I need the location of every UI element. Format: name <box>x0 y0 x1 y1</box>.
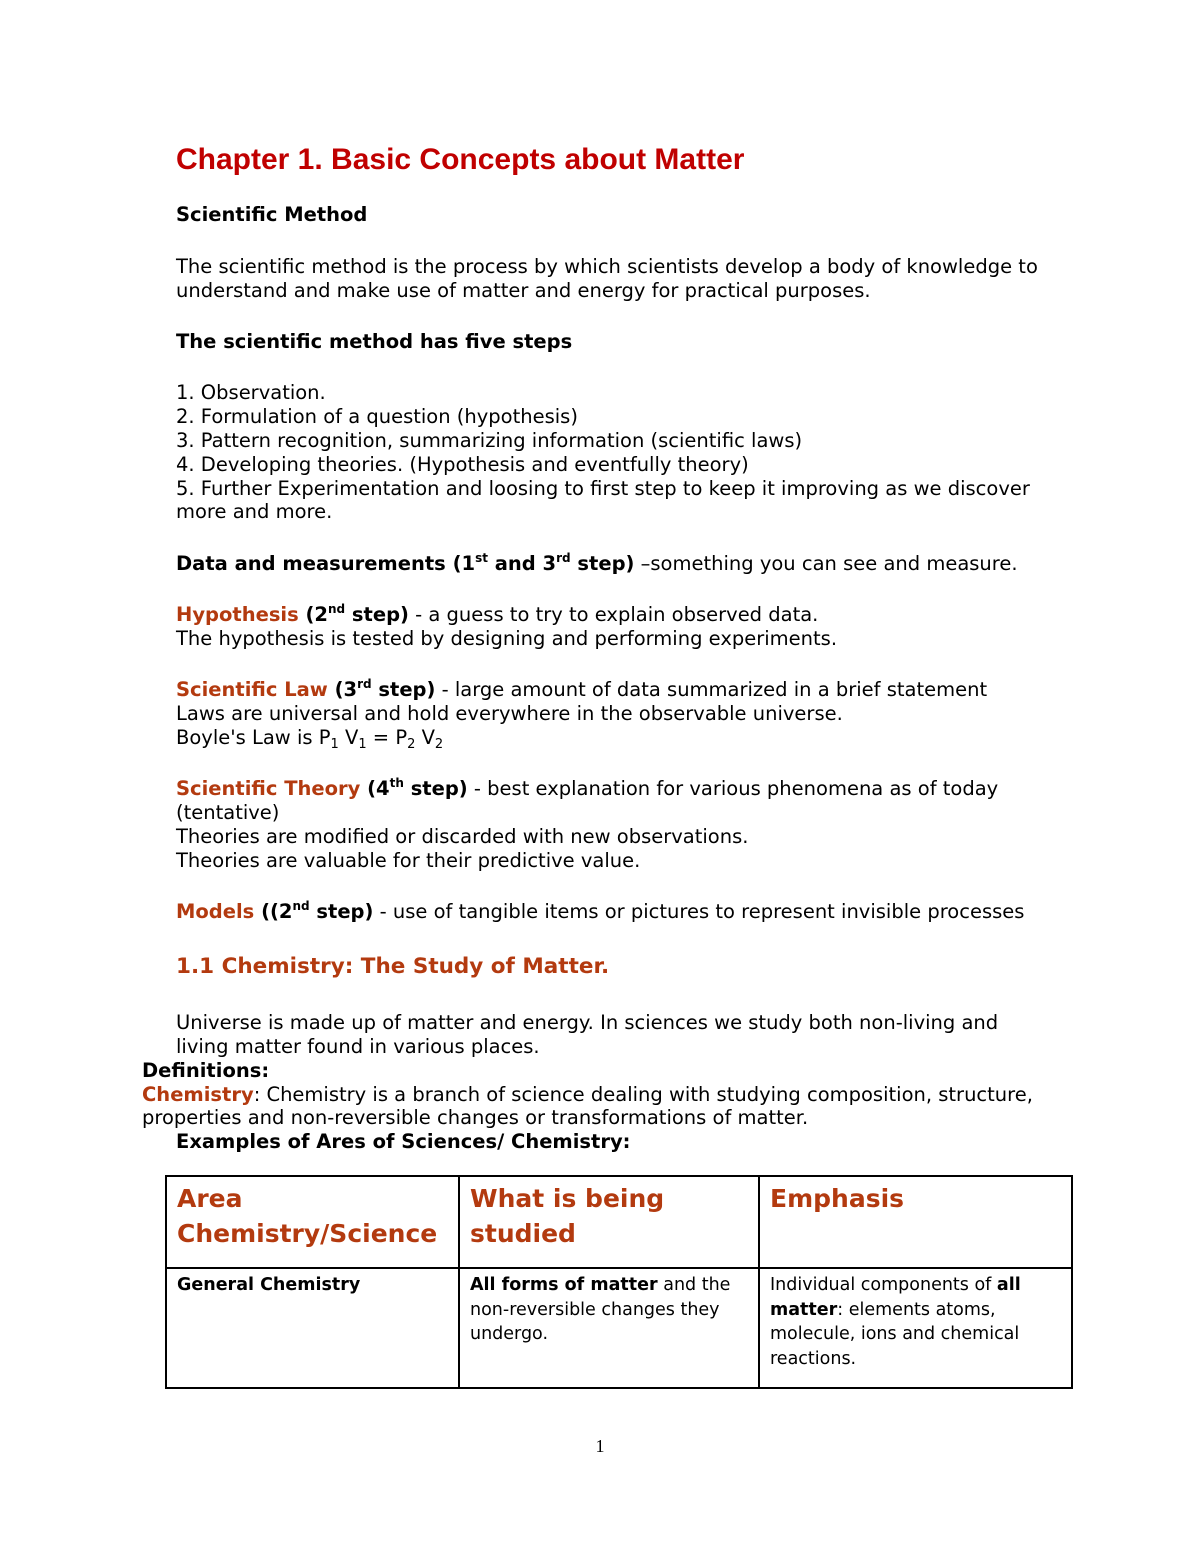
emphasis-cell <box>770 1273 1061 1371</box>
step-label: step) <box>345 603 409 626</box>
chemistry-term: Chemistry <box>142 1083 254 1106</box>
superscript: rd <box>556 551 571 565</box>
step-item: 4. Developing theories. (Hypothesis and eventfully theory) <box>176 453 749 476</box>
table-row <box>166 1268 1072 1388</box>
step-label: (4 <box>360 777 390 800</box>
definitions-heading: Definitions: <box>142 1059 270 1082</box>
data-measurements-and: and 3 <box>487 552 557 575</box>
studied-cell <box>470 1273 748 1347</box>
step-item: 5. Further Experimentation and loosing to first step to keep it improving as we discover <box>176 477 1030 500</box>
step-label: step) <box>371 678 436 701</box>
header-emphasis: Emphasis <box>770 1184 905 1213</box>
hypothesis-desc: - a guess to try to explain observed data. <box>408 603 819 626</box>
chemistry-definition-text: : Chemistry is a branch of science dealing with studying composition, structure, <box>253 1083 1033 1106</box>
table-cell <box>459 1268 759 1388</box>
scientific-theory-line-2: (tentative) <box>176 801 280 824</box>
subscript: 1 <box>330 737 339 752</box>
scientific-law-line <box>176 678 987 702</box>
step-label: step) <box>309 900 374 923</box>
emphasis-bold: all matter <box>770 1275 1021 1320</box>
data-measurements-desc: –something you can see and measure. <box>634 552 1018 575</box>
boyles-law-text: V <box>415 726 435 749</box>
superscript: th <box>389 776 404 790</box>
header-cell <box>759 1176 1072 1268</box>
scientific-law-line-2: Laws are universal and hold everywhere in the observable universe. <box>176 702 843 725</box>
boyles-law-text: = P <box>366 726 408 749</box>
studied-rest: and the non-reversible changes they undergo. <box>470 1275 731 1344</box>
step-label: ((2 <box>254 900 293 923</box>
header-studied: What is being studied <box>470 1184 665 1248</box>
scientific-theory-line-4: Theories are valuable for their predictive value. <box>176 849 641 872</box>
scientific-law-desc: - large amount of data summarized in a brief statement <box>435 678 988 701</box>
intro-line-1: The scientific method is the process by which scientists develop a body of knowledge to <box>176 255 1038 278</box>
boyles-law-line <box>176 726 443 750</box>
hypothesis-line-2: The hypothesis is tested by designing and performing experiments. <box>176 627 838 650</box>
examples-heading: Examples of Ares of Sciences/ Chemistry: <box>176 1130 631 1153</box>
scientific-method-heading: Scientific Method <box>176 203 368 226</box>
step-label: (2 <box>298 603 328 626</box>
area-cell: General Chemistry <box>177 1275 361 1295</box>
chemistry-definition-line-2: properties and non-reversible changes or transformations of matter. <box>142 1106 809 1129</box>
data-measurements-term: Data and measurements (1 <box>176 552 476 575</box>
chapter-title: Chapter 1. Basic Concepts about Matter <box>176 143 745 176</box>
areas-of-science-table <box>165 1175 1073 1389</box>
subscript: 2 <box>434 737 444 752</box>
studied-bold: All forms of matter <box>470 1275 658 1295</box>
step-label: (3 <box>327 678 358 701</box>
superscript: st <box>475 551 488 565</box>
models-term: Models <box>176 900 255 923</box>
section-title: Chemistry: The Study of Matter. <box>214 954 610 979</box>
header-cell <box>166 1176 459 1268</box>
table-header-row <box>166 1176 1072 1268</box>
emphasis-pre: Individual components of <box>770 1275 997 1295</box>
superscript: nd <box>292 899 310 913</box>
subscript: 2 <box>407 737 416 752</box>
hypothesis-term: Hypothesis <box>176 603 299 626</box>
table-cell <box>759 1268 1072 1388</box>
intro-line-2: understand and make use of matter and energy for practical purposes. <box>176 279 871 302</box>
scientific-theory-desc: - best explanation for various phenomena as of today <box>467 777 999 800</box>
scientific-theory-term: Scientific Theory <box>176 777 361 800</box>
table-cell <box>166 1268 459 1388</box>
boyles-law-text: Boyle's Law is P <box>176 726 331 749</box>
universe-line-1: Universe is made up of matter and energy. In sciences we study both non-living and <box>176 1011 999 1034</box>
step-label: step) <box>403 777 468 800</box>
data-measurements-line <box>176 552 1018 576</box>
data-measurements-close: step) <box>570 552 635 575</box>
boyles-law-text: V <box>338 726 359 749</box>
superscript: nd <box>328 602 346 616</box>
step-item: 2. Formulation of a question (hypothesis) <box>176 405 578 428</box>
step-item: 1. Observation. <box>176 381 326 404</box>
header-area: Area Chemistry/Science <box>177 1184 438 1248</box>
chemistry-definition-line-1 <box>142 1083 1033 1107</box>
emphasis-post: : elements atoms, molecule, ions and chemical reactions. <box>770 1299 1020 1369</box>
models-desc: - use of tangible items or pictures to represent invisible processes <box>373 900 1025 923</box>
step-item: 3. Pattern recognition, summarizing information (scientific laws) <box>176 429 803 452</box>
steps-heading: The scientific method has five steps <box>176 330 573 353</box>
page-number: 1 <box>595 1436 605 1456</box>
scientific-law-term: Scientific Law <box>176 678 328 701</box>
hypothesis-line <box>176 603 818 627</box>
universe-line-2: living matter found in various places. <box>176 1035 540 1058</box>
section-number: 1.1 <box>176 954 215 979</box>
step-item: more and more. <box>176 500 333 523</box>
subscript: 1 <box>358 737 367 752</box>
section-heading-1-1 <box>176 953 609 981</box>
scientific-theory-line-3: Theories are modified or discarded with new observations. <box>176 825 749 848</box>
scientific-theory-line <box>176 777 998 801</box>
superscript: rd <box>357 677 372 691</box>
header-cell <box>459 1176 759 1268</box>
models-line <box>176 900 1024 924</box>
